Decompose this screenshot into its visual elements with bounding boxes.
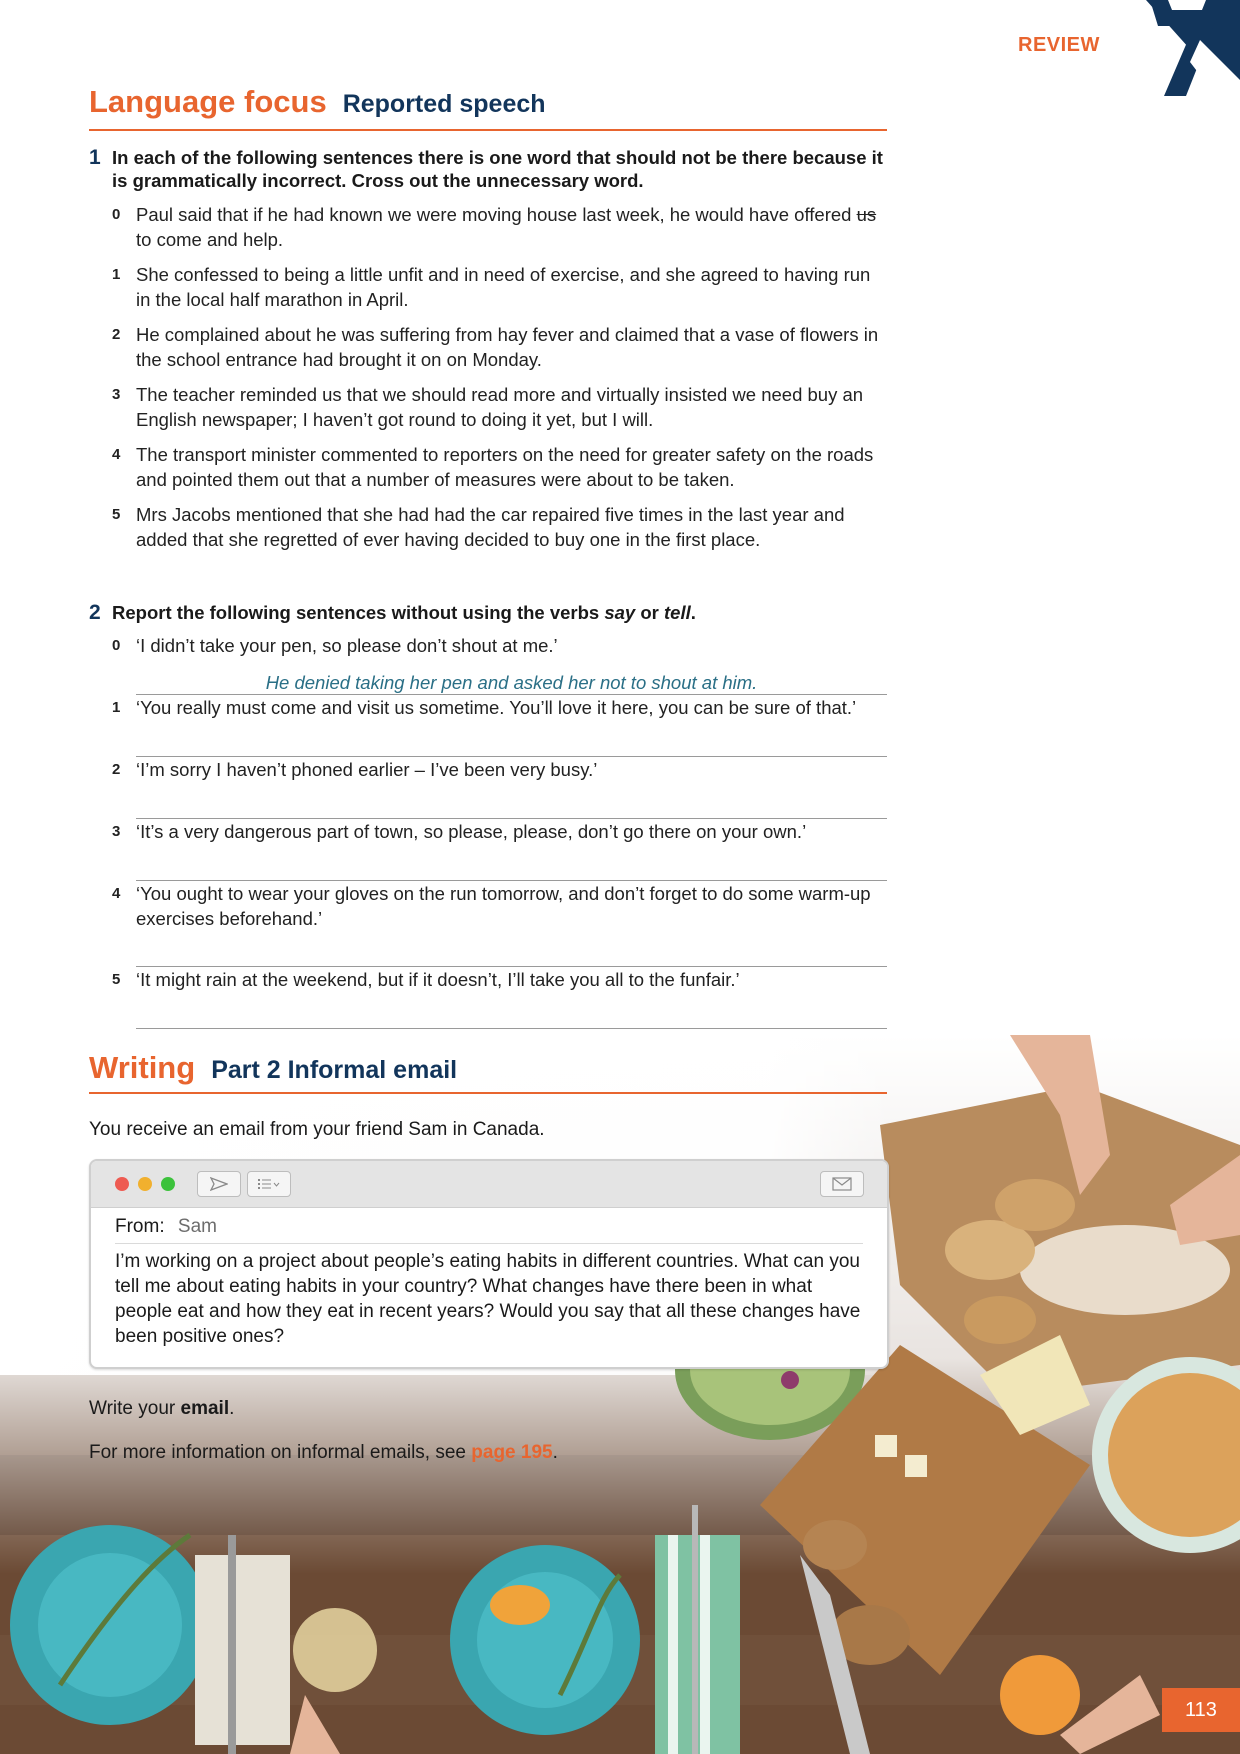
list-icon — [257, 1178, 281, 1190]
info-text: . — [552, 1442, 558, 1463]
minimize-window-button[interactable] — [138, 1177, 152, 1191]
more-info — [89, 1442, 558, 1464]
item-number: 5 — [112, 506, 121, 523]
instruction-text: Report the following sentences without using the verbs — [112, 602, 605, 623]
item-number: 4 — [112, 446, 121, 463]
question-1 — [89, 146, 889, 562]
task-text: Write your — [89, 1398, 181, 1419]
item-number: 3 — [112, 823, 121, 840]
instruction-text: or — [635, 602, 665, 623]
item-number: 0 — [112, 637, 121, 654]
list-item — [89, 881, 889, 967]
item-text: She confessed to being a little unfit and in need of exercise, and she agreed to having run in the local half marathon in April. — [136, 264, 871, 310]
language-focus-heading — [89, 84, 887, 131]
list-item — [89, 757, 889, 819]
example-item — [89, 202, 889, 252]
page-number: 113 — [1162, 1688, 1240, 1732]
item-text: ‘You really must come and visit us sometime. You’ll love it here, you can be sure of that.’ — [136, 697, 857, 718]
list-item — [89, 262, 889, 312]
mail-icon — [832, 1177, 852, 1191]
unit-number-logo — [1146, 0, 1240, 96]
instruction-verb: say — [604, 602, 636, 623]
page-reference-link[interactable]: page 195 — [471, 1442, 553, 1463]
item-text: ‘It’s a very dangerous part of town, so please, please, don’t go there on your own.’ — [136, 821, 807, 842]
item-text: to come and help. — [136, 229, 284, 250]
info-text: For more information on informal emails, see — [89, 1442, 472, 1463]
email-from-row — [115, 1216, 863, 1244]
question-number: 2 — [89, 601, 101, 624]
item-number: 5 — [112, 971, 121, 988]
section-title: Writing — [89, 1050, 196, 1085]
list-item — [89, 695, 889, 757]
crossed-out-word: us — [856, 204, 877, 225]
format-list-button[interactable] — [247, 1171, 291, 1197]
send-icon — [210, 1177, 228, 1191]
item-number: 1 — [112, 266, 121, 283]
question-number: 1 — [89, 146, 101, 169]
section-title: Language focus — [89, 84, 327, 119]
task-keyword: email — [180, 1398, 230, 1419]
question-2 — [89, 601, 889, 1029]
maximize-window-button[interactable] — [161, 1177, 175, 1191]
mail-button[interactable] — [820, 1171, 864, 1197]
list-item — [89, 382, 889, 432]
email-toolbar — [91, 1161, 887, 1208]
item-number: 3 — [112, 386, 121, 403]
section-subtitle: Part 2 Informal email — [211, 1056, 458, 1084]
write-task — [89, 1398, 234, 1420]
answer-line[interactable] — [136, 1028, 887, 1029]
send-button[interactable] — [197, 1171, 241, 1197]
from-value: Sam — [177, 1216, 217, 1237]
close-window-button[interactable] — [115, 1177, 129, 1191]
list-item — [89, 967, 889, 1029]
item-text: The teacher reminded us that we should read more and virtually insisted we need buy an English newspaper; I haven’t got round to doing it yet, but I will. — [136, 384, 864, 430]
list-item — [89, 819, 889, 881]
question-instruction: In each of the following sentences there is one word that should not be there because it is grammatically incorrect. Cross out the unnecessary word. — [112, 147, 883, 191]
item-text: He complained about he was suffering from hay fever and claimed that a vase of flowers in the school entrance had brought it on on Monday. — [136, 324, 879, 370]
instruction-verb: tell — [664, 602, 691, 623]
item-text: ‘I’m sorry I haven’t phoned earlier – I’ve been very busy.’ — [136, 759, 598, 780]
section-subtitle: Reported speech — [342, 90, 546, 118]
example-answer: He denied taking her pen and asked her not to shout at him. — [265, 672, 758, 693]
item-number: 2 — [112, 326, 121, 343]
list-item — [89, 442, 889, 492]
email-body-text: I’m working on a project about people’s eating habits in different countries. What can you tell me about eating habits in your country? What changes have there been in what people eat and how they eat in recent years? Would you say that all these changes have been positive ones? — [115, 1251, 861, 1347]
item-text: ‘I didn’t take your pen, so please don’t shout at me.’ — [136, 635, 558, 656]
writing-intro: You receive an email from your friend Sam in Canada. — [89, 1119, 545, 1140]
item-number: 2 — [112, 761, 121, 778]
from-label: From: — [115, 1216, 165, 1237]
item-text: Paul said that if he had known we were moving house last week, he would have offered — [136, 204, 857, 225]
item-text: The transport minister commented to reporters on the need for greater safety on the roads and pointed them out that a number of measures were about to be taken. — [136, 444, 874, 490]
task-text: . — [229, 1398, 235, 1419]
item-number: 0 — [112, 206, 121, 223]
review-label: REVIEW — [1018, 34, 1100, 56]
item-number: 1 — [112, 699, 121, 716]
food-table-photo — [0, 1035, 1240, 1754]
example-item — [89, 633, 889, 695]
question-instruction — [112, 601, 696, 624]
instruction-text: . — [690, 602, 696, 623]
item-text: Mrs Jacobs mentioned that she had had the car repaired five times in the last year and added that she regretted of ever having decided to buy one in the first place. — [136, 504, 845, 550]
item-text: ‘It might rain at the weekend, but if it doesn’t, I’ll take you all to the funfair.’ — [136, 969, 740, 990]
item-number: 4 — [112, 885, 121, 902]
list-item — [89, 502, 889, 552]
writing-heading — [89, 1050, 887, 1094]
item-text: ‘You ought to wear your gloves on the run tomorrow, and don’t forget to do some warm-up exercises beforehand.’ — [136, 883, 871, 929]
email-window — [89, 1159, 889, 1369]
list-item — [89, 322, 889, 372]
